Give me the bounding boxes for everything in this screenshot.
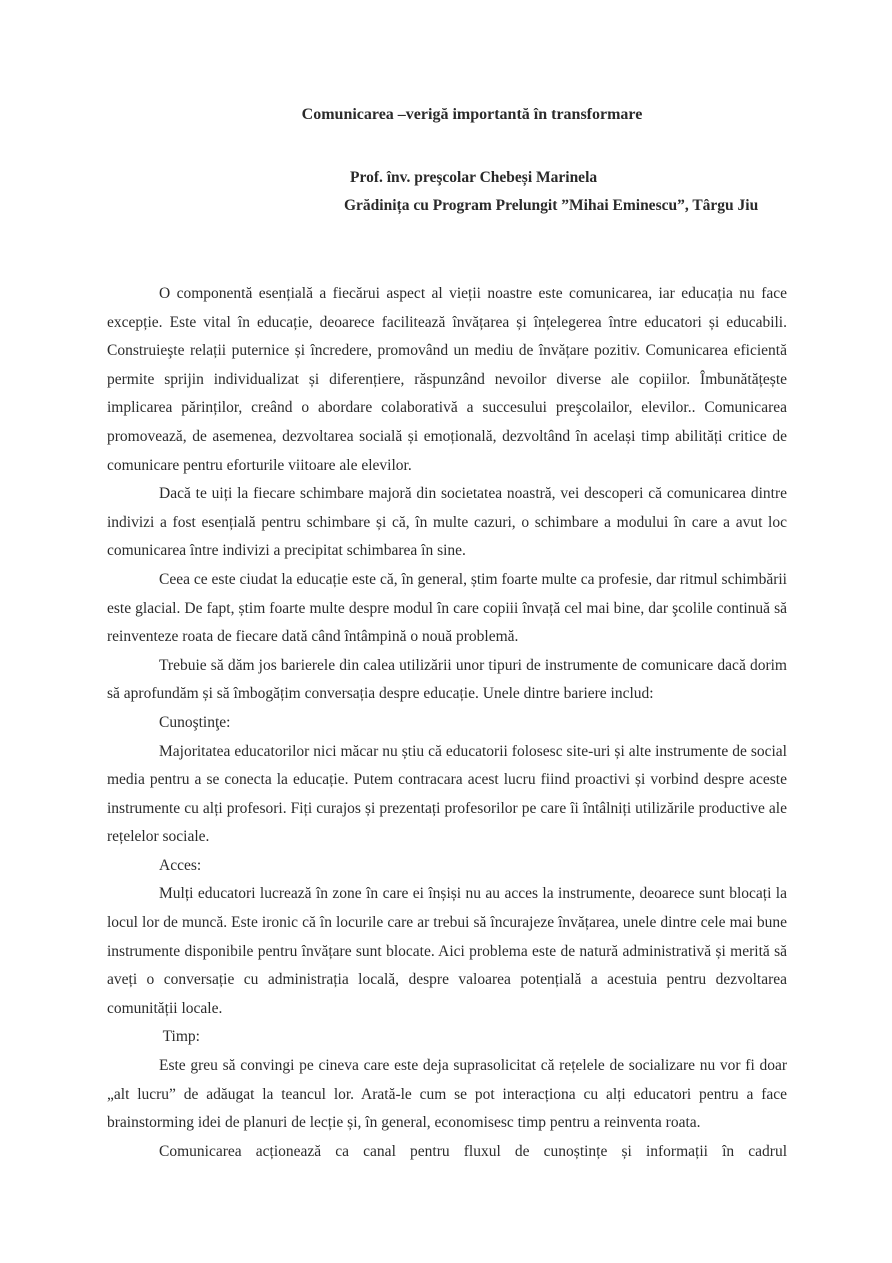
paragraph: Majoritatea educatorilor nici măcar nu știu că educatorii folosesc site-uri și alte instrumente de social media pentru a se conecta la educație. Putem contracara acest lucru fiind proactivi și vorbind despre aceste instrumente cu alți profesori. Fiți curajos și prezentați profesorilor pe care îi întâlniți utilizările productive ale rețelelor sociale.: [107, 742, 787, 846]
section-heading: Cunoştinţe:: [159, 713, 231, 731]
section-heading: Timp:: [159, 1028, 200, 1046]
paragraph: Trebuie să dăm jos barierele din calea utilizării unor tipuri de instrumente de comunicare dacă dorim să aprofundăm și să îmbogățim conversația despre educație. Unele dintre bariere includ:: [107, 656, 787, 703]
section-heading: Acces:: [159, 856, 202, 874]
paragraph: O componentă esențială a fiecărui aspect al vieții noastre este comunicarea, iar educația nu face excepție. Este vital în educație, deoarece facilitează învățarea și înțelegerea între educatori și educabili. Construieşte relații puternice și încredere, promovând un mediu de învățare pozitiv. Comunicarea eficientă permite sprijin individualizat și diferențiere, răspunzând nevoilor diverse ale copiilor. Îmbunătățește implicarea părinților, creând o abordare colaborativă a succesului preşcolailor, elevilor.. Comunicarea promovează, de asemenea, dezvoltarea socială și emoțională, dezvoltând în același timp abilități critice de comunicare pentru eforturile viitoare ale elevilor.: [107, 285, 787, 474]
paragraph: Mulți educatori lucrează în zone în care ei înșiși nu au acces la instrumente, deoarece sunt blocați la locul lor de muncă. Este ironic că în locurile care ar trebui să încurajeze învățarea, unele dintre cele mai bune instrumente disponibile pentru învățare sunt blocate. Aici problema este de natură administrativă și merită să aveți o conversație cu administrația locală, despre valoarea potențială a acestuia pentru dezvoltarea comunității locale.: [107, 885, 787, 1017]
paragraph: Este greu să convingi pe cineva care este deja suprasolicitat că rețelele de socializare nu vor fi doar „alt lucru” de adăugat la teancul lor. Arată-le cum se pot interacționa cu alți educatori pentru a face brainstorming idei de planuri de lecție și, în general, economisesc timp pentru a reinventa roata.: [107, 1057, 787, 1132]
document-body: [107, 280, 787, 1166]
paragraph: Comunicarea acționează ca canal pentru fluxul de cunoștințe și informații în cadrul: [159, 1142, 787, 1160]
institution-line: Grădinița cu Program Prelungit ”Mihai Eminescu”, Târgu Jiu: [344, 197, 759, 214]
author-line: Prof. înv. preşcolar Chebeși Marinela: [350, 169, 598, 186]
document-title: Comunicarea –verigă importantă în transformare: [301, 106, 643, 123]
paragraph: Ceea ce este ciudat la educație este că, în general, știm foarte multe ca profesie, dar ritmul schimbării este glacial. De fapt, știm foarte multe despre modul în care copiii învață cel mai bine, dar şcolile continuă să reinventeze roata de fiecare dată când întâmpină o nouă problemă.: [107, 570, 787, 646]
paragraph: Dacă te uiți la fiecare schimbare majoră din societatea noastră, vei descoperi că comunicarea dintre indivizi a fost esențială pentru schimbare și că, în multe cazuri, o schimbare a modului în care a avut loc comunicarea între indivizi a precipitat schimbarea în sine.: [107, 485, 787, 560]
